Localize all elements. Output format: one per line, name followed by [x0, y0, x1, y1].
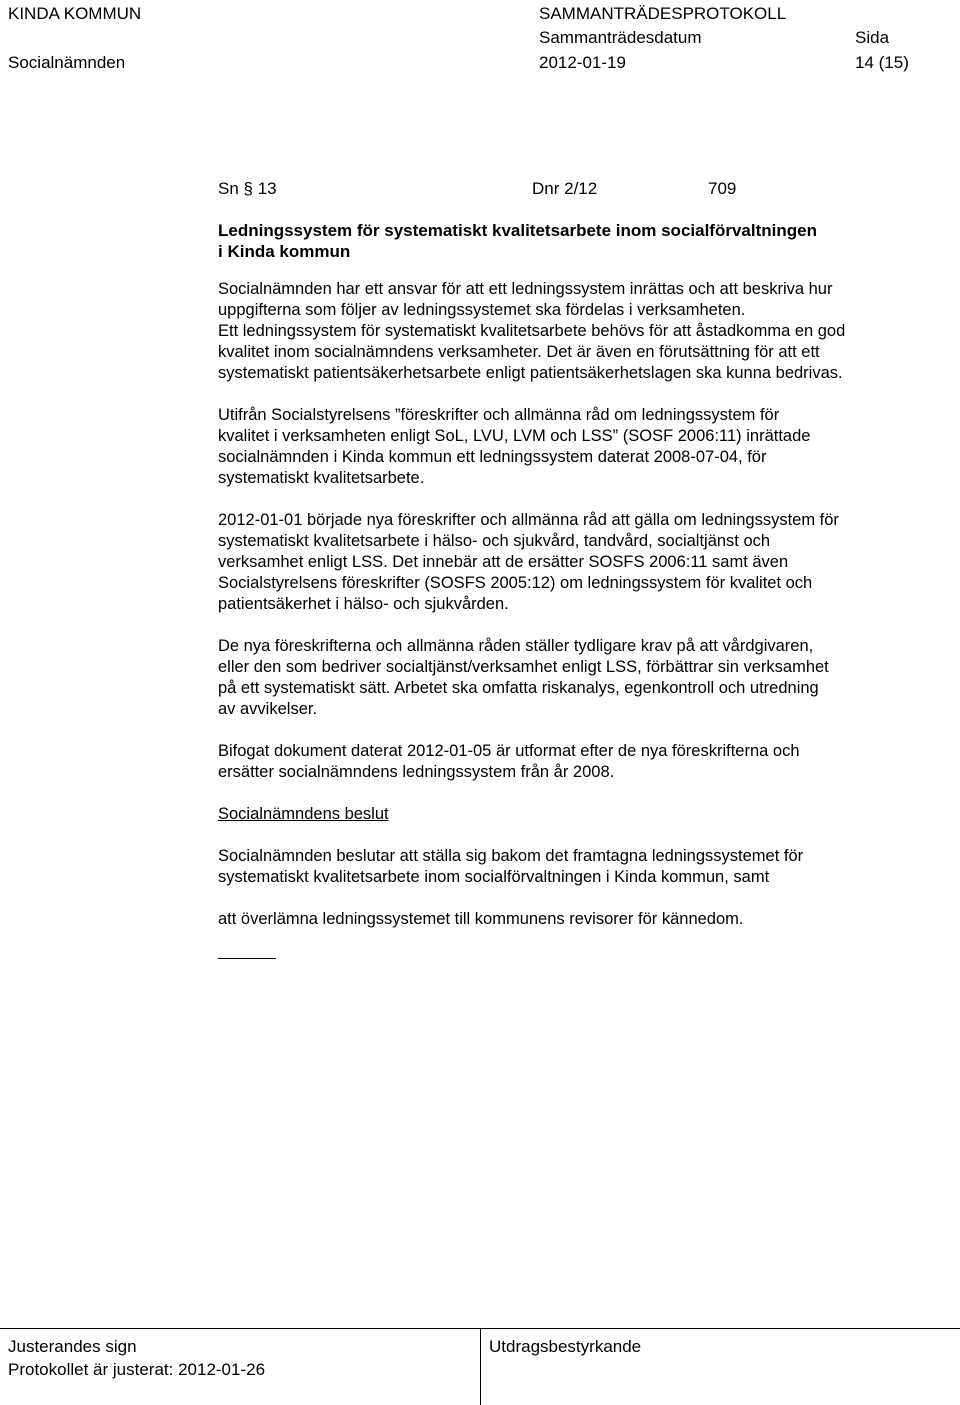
page-number: 14 (15) [855, 53, 909, 72]
meeting-date: 2012-01-19 [539, 53, 626, 72]
text-line: systematiskt kvalitetsarbete inom socialförvaltningen i Kinda kommun, samt [218, 868, 770, 886]
paragraph-5 [218, 741, 923, 783]
text-line: systematiskt patientsäkerhetsarbete enligt patientsäkerhetslagen ska kunna bedrivas. [218, 364, 843, 382]
item-title-line: Ledningssystem för systematiskt kvalitetsarbete inom socialförvaltningen [218, 221, 817, 240]
document-type: SAMMANTRÄDESPROTOKOLL [539, 4, 787, 23]
item-title-line: i Kinda kommun [218, 242, 351, 261]
text-line: uppgifterna som följer av ledningssystemet ska fördelas i verksamheten. [218, 301, 746, 319]
text-line: systematiskt kvalitetsarbete. [218, 469, 425, 487]
paragraph-ref: Sn § 13 [218, 179, 277, 198]
paragraph-4 [218, 636, 923, 720]
footer [0, 1328, 960, 1405]
committee-name: Socialnämnden [8, 53, 126, 72]
item-title [218, 220, 923, 262]
page-label: Sida [855, 28, 890, 47]
text-line: Socialnämnden beslutar att ställa sig bakom det framtagna ledningssystemet för [218, 847, 804, 865]
text-line: patientsäkerhet i hälso- och sjukvården. [218, 595, 509, 613]
text-line: De nya föreskrifterna och allmänna råden ställer tydligare krav på att vårdgivaren, [218, 637, 814, 655]
text-line: socialnämnden i Kinda kommun ett ledningssystem daterat 2008-07-04, för [218, 448, 767, 466]
text-line: av avvikelser. [218, 700, 318, 718]
text-line: verksamhet enligt LSS. Det innebär att de ersätter SOSFS 2006:11 samt även [218, 553, 789, 571]
text-line: kvalitet i verksamheten enligt SoL, LVU, LVM och LSS” (SOSF 2006:11) inrättade [218, 427, 811, 445]
meeting-date-label: Sammanträdesdatum [539, 28, 702, 47]
text-line: eller den som bedriver socialtjänst/verksamhet enligt LSS, förbättrar sin verksamhet [218, 658, 829, 676]
paragraph-2 [218, 405, 923, 489]
text-line: Ett ledningssystem för systematiskt kvalitetsarbete behövs för att åstadkomma en god [218, 322, 846, 340]
text-line: ersätter socialnämndens ledningssystem från år 2008. [218, 763, 615, 781]
text-line: Utifrån Socialstyrelsens ”föreskrifter och allmänna råd om ledningssystem för [218, 406, 780, 424]
excerpt-label: Utdragsbestyrkande [489, 1337, 642, 1356]
dnr: Dnr 2/12 [532, 179, 598, 198]
decision-heading: Socialnämndens beslut [218, 805, 389, 823]
signature-label: Justerandes sign [8, 1337, 137, 1356]
adjusted-date: Protokollet är justerat: 2012-01-26 [8, 1360, 266, 1379]
text-line: Socialstyrelsens föreskrifter (SOSFS 2005:12) om ledningssystem för kvalitet och [218, 574, 813, 592]
text-line: på ett systematiskt sätt. Arbetet ska omfatta riskanalys, egenkontroll och utredning [218, 679, 819, 697]
minutes-item [218, 178, 923, 959]
decision-text [218, 846, 923, 888]
item-code: 709 [708, 179, 737, 198]
end-divider [218, 958, 276, 959]
org-name: KINDA KOMMUN [8, 4, 142, 23]
text-line: 2012-01-01 började nya föreskrifter och allmänna råd att gälla om ledningssystem för [218, 511, 839, 529]
paragraph-3 [218, 510, 923, 615]
text-line: systematiskt kvalitetsarbete i hälso- och sjukvård, tandvård, socialtjänst och [218, 532, 771, 550]
paragraph-1 [218, 279, 923, 384]
text-line: Bifogat dokument daterat 2012-01-05 är utformat efter de nya föreskrifterna och [218, 742, 800, 760]
item-reference-line [218, 178, 923, 204]
text-line: Socialnämnden har ett ansvar för att ett ledningssystem inrättas och att beskriva hur [218, 280, 833, 298]
text-line: kvalitet inom socialnämndens verksamheter. Det är även en förutsättning för att ett [218, 343, 820, 361]
footer-divider [480, 1329, 481, 1405]
decision-att-clause: att överlämna ledningssystemet till kommunens revisorer för kännedom. [218, 910, 744, 928]
